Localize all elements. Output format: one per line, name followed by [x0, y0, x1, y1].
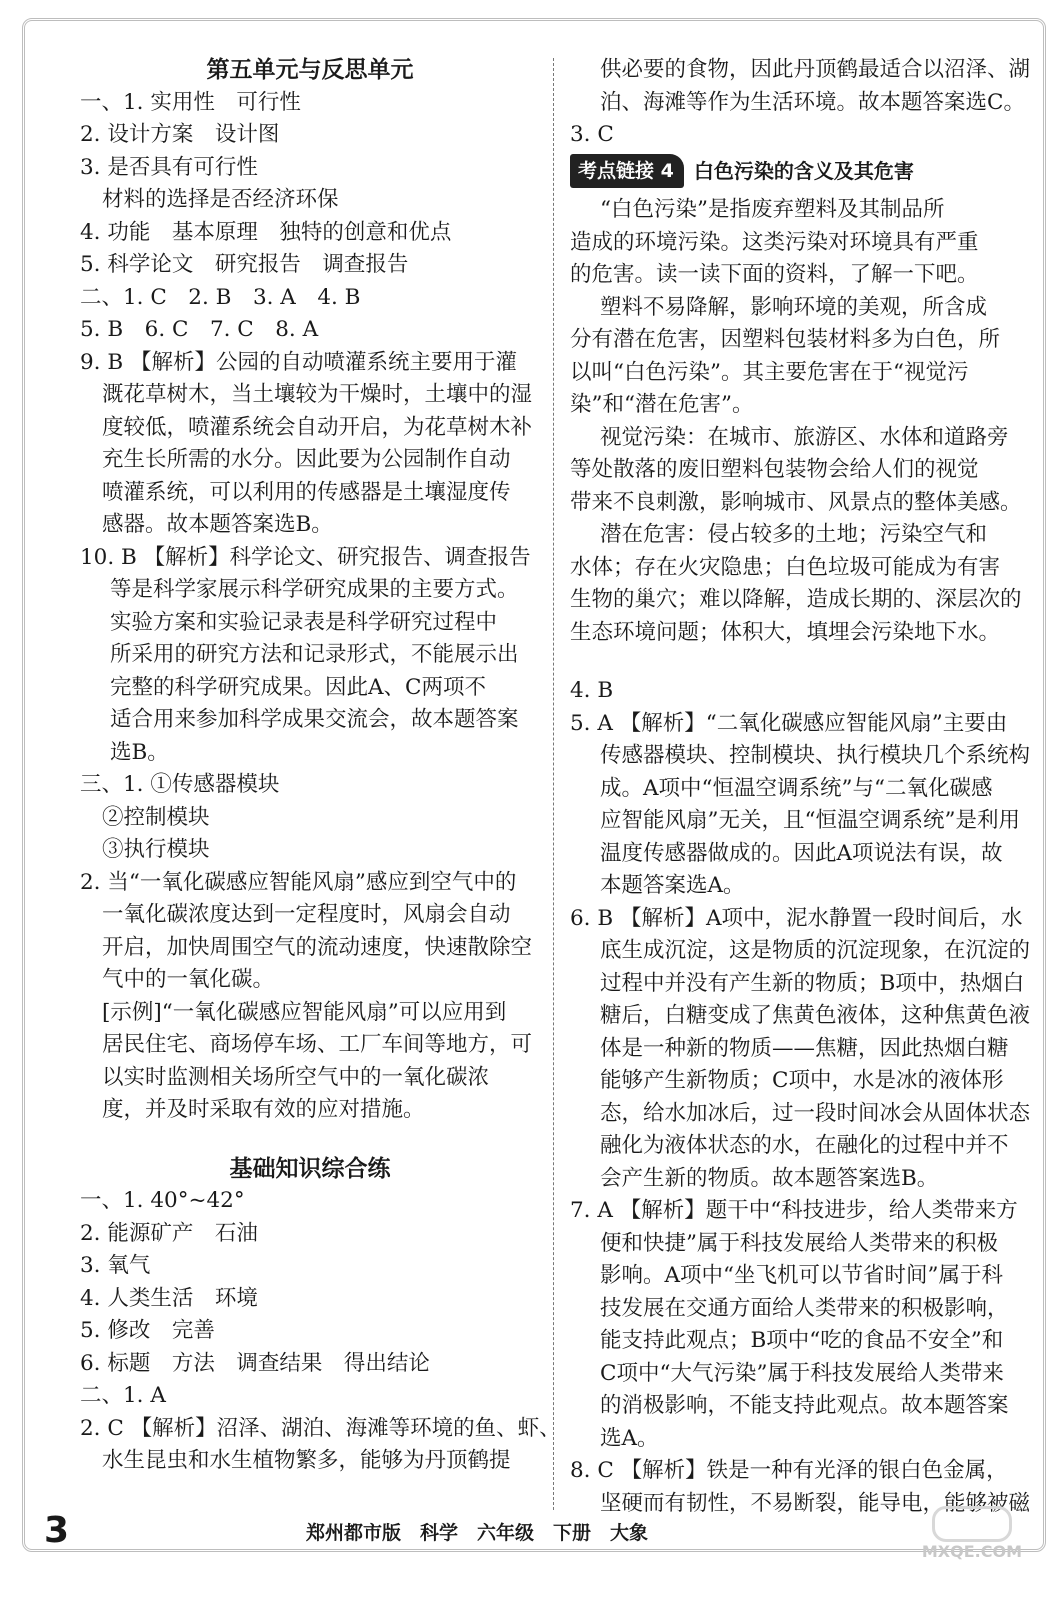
answer-line: 气中的一氧化碳。: [102, 967, 275, 992]
section-title: 第五单元与反思单元: [206, 57, 414, 83]
answer-line: 一、1. 40°~42°: [80, 1188, 245, 1213]
answer-line: 充生长所需的水分。因此要为公园制作自动: [102, 447, 511, 472]
answer-line: 二、1. C 2. B 3. A 4. B: [80, 284, 361, 310]
answer-line: 6. 标题 方法 调查结果 得出结论: [80, 1350, 430, 1376]
answer-line: 3. 氧气: [80, 1253, 151, 1278]
paragraph-line: 生物的巢穴；难以降解，造成长期的、深层次的: [570, 587, 1022, 612]
answer-line: 实验方案和实验记录表是科学研究过程中: [110, 609, 498, 635]
answer-line: 水生昆虫和水生植物繁多，能够为丹顶鹤提: [102, 1448, 511, 1473]
answer-line: 2. 设计方案 设计图: [80, 122, 280, 147]
answer-line: 10. B 【解析】科学论文、研究报告、调查报告: [80, 544, 531, 570]
answer-line: 2. 能源矿产 石油: [80, 1220, 258, 1246]
answer-line: 4. 功能 基本原理 独特的创意和优点: [80, 219, 452, 245]
paragraph-line: 带来不良刺激，影响城市、风景点的整体美感。: [570, 489, 1022, 515]
answer-line: 材料的选择是否经济环保: [102, 187, 339, 212]
answer-line: 开启，加快周围空气的流动速度，快速散除空: [102, 934, 533, 960]
answer-line: 能支持此观点；B项中“吃的食品不安全”和: [600, 1328, 1004, 1353]
answer-line: 2. 当“一氧化碳感应智能风扇”感应到空气中的: [80, 869, 517, 895]
knowledge-link-title: 白色污染的含义及其危害: [693, 158, 914, 183]
paragraph-line: “白色污染”是指废弃塑料及其制品所: [600, 197, 945, 222]
knowledge-link-header: [570, 154, 1000, 189]
answer-line: 3. 是否具有可行性: [80, 154, 258, 180]
answer-line: 7. A 【解析】题干中“科技进步，给人类带来方: [570, 1198, 1018, 1223]
answer-line: 供必要的食物，因此丹顶鹤最适合以沼泽、湖: [600, 57, 1031, 82]
answer-line: ③执行模块: [102, 837, 210, 862]
answer-line: 一、1. 实用性 可行性: [80, 89, 301, 115]
answer-line: 二、1. A: [80, 1383, 166, 1408]
answer-line: 的消极影响，不能支持此观点。故本题答案: [600, 1393, 1009, 1418]
footer-edition-info: 郑州都市版 科学 六年级 下册 大象: [306, 1522, 649, 1544]
answer-line: 所采用的研究方法和记录形式，不能展示出: [110, 642, 519, 667]
answer-line: 应智能风扇”无关，且“恒温空调系统”是利用: [600, 808, 1020, 833]
watermark: [922, 1506, 1022, 1561]
answer-line: 完整的科学研究成果。因此A、C两项不: [110, 674, 486, 700]
answer-line: 度，并及时采取有效的应对措施。: [102, 1097, 425, 1122]
answer-line: 4. B: [570, 678, 614, 703]
answer-line: 态，给水加冰后，过一段时间冰会从固体状态: [600, 1100, 1031, 1126]
answer-line: 以实时监测相关场所空气中的一氧化碳浓: [102, 1064, 490, 1090]
answer-line: 4. 人类生活 环境: [80, 1285, 258, 1311]
column-divider: [553, 58, 554, 1510]
answer-line: 传感器模块、控制模块、执行模块几个系统构: [600, 743, 1031, 768]
answer-line: C项中“大气污染”属于科技发展给人类带来: [600, 1360, 1004, 1386]
watermark-text: MXQE.COM: [921, 1542, 1022, 1561]
answer-line: 三、1. ①传感器模块: [80, 772, 280, 797]
answer-line: 温度传感器做成的。因此A项说法有误，故: [600, 840, 1003, 866]
answer-line: 感器。故本题答案选B。: [102, 512, 333, 537]
paragraph-line: 染”和“潜在危害”。: [570, 392, 754, 417]
answer-line: 过程中并没有产生新的物质；B项中，热烟白: [600, 970, 1025, 996]
answer-line: 选A。: [600, 1425, 659, 1451]
answer-line: 8. C 【解析】铁是一种有光泽的银白色金属，: [570, 1458, 1008, 1483]
answer-line: 一氧化碳浓度达到一定程度时，风扇会自动: [102, 902, 511, 927]
answer-line: 溉花草树木，当土壤较为干燥时，土壤中的湿: [102, 382, 533, 407]
answer-line: 5. B 6. C 7. C 8. A: [80, 317, 319, 342]
left-column: [80, 54, 561, 1478]
answer-line: 度较低，喷灌系统会自动开启，为花草树木补: [102, 414, 533, 440]
answer-line: 适合用来参加科学成果交流会，故本题答案: [110, 707, 519, 732]
paragraph-line: 分有潜在危害，因塑料包装材料多为白色，所: [570, 327, 1001, 352]
right-column: [570, 54, 1031, 1520]
answer-line: 居民住宅、商场停车场、工厂车间等地方，可: [102, 1032, 533, 1057]
paragraph-line: 造成的环境污染。这类污染对环境具有严重: [570, 229, 979, 255]
page-footer: [40, 1510, 1030, 1561]
answer-line: 成。A项中“恒温空调系统”与“二氧化碳感: [600, 775, 993, 801]
answer-line: [示例]“一氧化碳感应智能风扇”可以应用到: [102, 999, 507, 1025]
paragraph-line: 视觉污染：在城市、旅游区、水体和道路旁: [600, 424, 1009, 450]
paragraph-line: 生态环境问题；体积大，填埋会污染地下水。: [570, 619, 1001, 645]
page-number: 3: [44, 1510, 70, 1551]
answer-line: 糖后，白糖变成了焦黄色液体，这种焦黄色液: [600, 1003, 1031, 1028]
answer-line: 喷灌系统，可以利用的传感器是土壤湿度传: [102, 479, 511, 505]
knowledge-link-badge: 考点链接 4: [570, 154, 684, 189]
answer-line: 5. 科学论文 研究报告 调查报告: [80, 252, 409, 277]
answer-line: 等是科学家展示科学研究成果的主要方式。: [110, 577, 519, 602]
answer-line: 技发展在交通方面给人类带来的积极影响，: [600, 1295, 1009, 1321]
section-title: 基础知识综合练: [229, 1155, 391, 1182]
answer-line: 6. B 【解析】A项中，泥水静置一段时间后，水: [570, 905, 1023, 931]
answer-line: 本题答案选A。: [600, 873, 745, 898]
answer-line: ②控制模块: [102, 804, 210, 830]
answer-line: 便和快捷”属于科技发展给人类带来的积极: [600, 1230, 998, 1256]
answer-line: 底生成沉淀，这是物质的沉淀现象，在沉淀的: [600, 938, 1031, 963]
answer-line: 泊、海滩等作为生活环境。故本题答案选C。: [600, 89, 1025, 115]
answer-line: 坚硬而有韧性，不易断裂，能导电，能够被磁: [600, 1490, 1031, 1516]
paragraph-line: 潜在危害：侵占较多的土地；污染空气和: [600, 522, 988, 547]
answer-line: 2. C 【解析】沼泽、湖泊、海滩等环境的鱼、虾、: [80, 1415, 561, 1441]
paragraph-line: 以叫“白色污染”。其主要危害在于“视觉污: [570, 359, 969, 385]
answer-line: 5. A 【解析】“二氧化碳感应智能风扇”主要由: [570, 710, 1008, 736]
watermark-logo-icon: [932, 1506, 1012, 1542]
answer-line: 能够产生新物质；C项中，水是冰的液体形: [600, 1068, 1004, 1093]
paragraph-line: 塑料不易降解，影响环境的美观，所含成: [600, 294, 988, 320]
paragraph-line: 的危害。读一读下面的资料，了解一下吧。: [570, 262, 979, 287]
answer-line: 体是一种新的物质——焦糖，因此热烟白糖: [600, 1035, 1009, 1061]
answer-line: 影响。A项中“坐飞机可以节省时间”属于科: [600, 1263, 1004, 1288]
paragraph-line: 等处散落的废旧塑料包装物会给人们的视觉: [570, 457, 979, 482]
paragraph-line: 水体；存在火灾隐患；白色垃圾可能成为有害: [570, 554, 1001, 580]
answer-line: 5. 修改 完善: [80, 1318, 215, 1343]
answer-line: 9. B 【解析】公园的自动喷灌系统主要用于灌: [80, 349, 517, 375]
answer-line: 融化为液体状态的水，在融化的过程中并不: [600, 1133, 1009, 1158]
answer-line: 会产生新的物质。故本题答案选B。: [600, 1165, 939, 1191]
answer-line: 3. C: [570, 122, 614, 147]
answer-line: 选B。: [110, 739, 169, 765]
